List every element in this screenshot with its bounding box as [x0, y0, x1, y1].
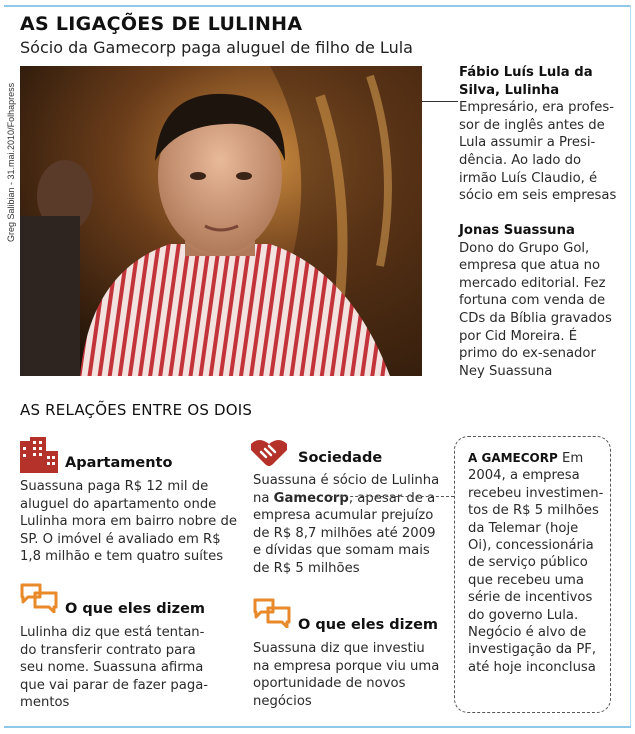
bottom-border [4, 726, 631, 728]
block-text: Suassuna diz que investiu na empresa porque viu uma oportunidade de novos negócios [253, 641, 440, 709]
headline: AS LIGAÇÕES DE LULINHA [20, 13, 303, 35]
block-title: O que eles dizem [298, 617, 439, 633]
subheadline: Sócio da Gamecorp paga aluguel de filho de Lula [20, 38, 413, 57]
person-card-suassuna [459, 222, 629, 380]
person-description: Empresário, era profes- sor de inglês antes de Lula assumir a Presi- dência. Ao lado do irmão Luís Claudio, é sócio em seis empresas [459, 100, 617, 204]
block-text: Suassuna paga R$ 12 mil de aluguel do apartamento onde Lulinha mora em bairro nobre de SP. O imóvel é avaliado em R$ 1,8 milhão e tem quatro suítes [20, 479, 237, 565]
gamecorp-highlight: Gamecorp [273, 490, 349, 506]
block-title: Apartamento [65, 455, 173, 471]
building-icon [20, 437, 58, 473]
speech-bubbles-icon [20, 583, 58, 613]
text-end: , apesar de a empresa acumular prejuízo de R$ 8,7 milhões até 2009 e dívidas que somam mais de R$ 5 milhões [253, 490, 436, 576]
person-name: Fábio Luís Lula da Silva, Lulinha [459, 65, 593, 98]
gamecorp-body: Em 2004, a empresa recebeu investimen- tos de R$ 5 milhões da Telemar (hoje Oi), concessionária de serviço público que recebeu uma série de incentivos do governo Lula. Negócio é alvo de investigação da PF, até hoje inconclusa [468, 451, 604, 675]
person-card-lulinha [459, 64, 629, 205]
block-text [253, 472, 463, 578]
person-name: Jonas Suassuna [459, 223, 575, 238]
person-description: Dono do Grupo Gol, empresa que atua no mercado editorial. Fez fortuna com venda de CDs da Bíblia gravados por Cid Moreira. É primo do ex-senador Ney Suassuna [459, 240, 612, 379]
block-title: Sociedade [298, 450, 383, 466]
handshake-icon [249, 436, 289, 468]
section-title: AS RELAÇÕES ENTRE OS DOIS [20, 401, 253, 419]
photo-credit: Greg Salibian - 31.mai.2010/Folhapress [6, 82, 16, 242]
gamecorp-lead: A GAMECORP [468, 451, 558, 465]
top-border [4, 5, 631, 7]
block-text: Lulinha diz que está tentan- do transferir contrato para seu nome. Suassuna afirma que vai parar de fazer paga- mentos [20, 625, 209, 711]
caption-leader-line [422, 101, 458, 102]
portrait-illustration [20, 66, 422, 376]
right-border [630, 5, 631, 728]
photo-lulinha [20, 66, 422, 376]
speech-bubbles-icon [253, 598, 291, 628]
gamecorp-text [468, 450, 608, 676]
gamecorp-connector-line [330, 496, 454, 497]
block-title: O que eles dizem [65, 601, 206, 617]
text-start: Suassuna é sócio de Lulinha na [253, 473, 440, 506]
